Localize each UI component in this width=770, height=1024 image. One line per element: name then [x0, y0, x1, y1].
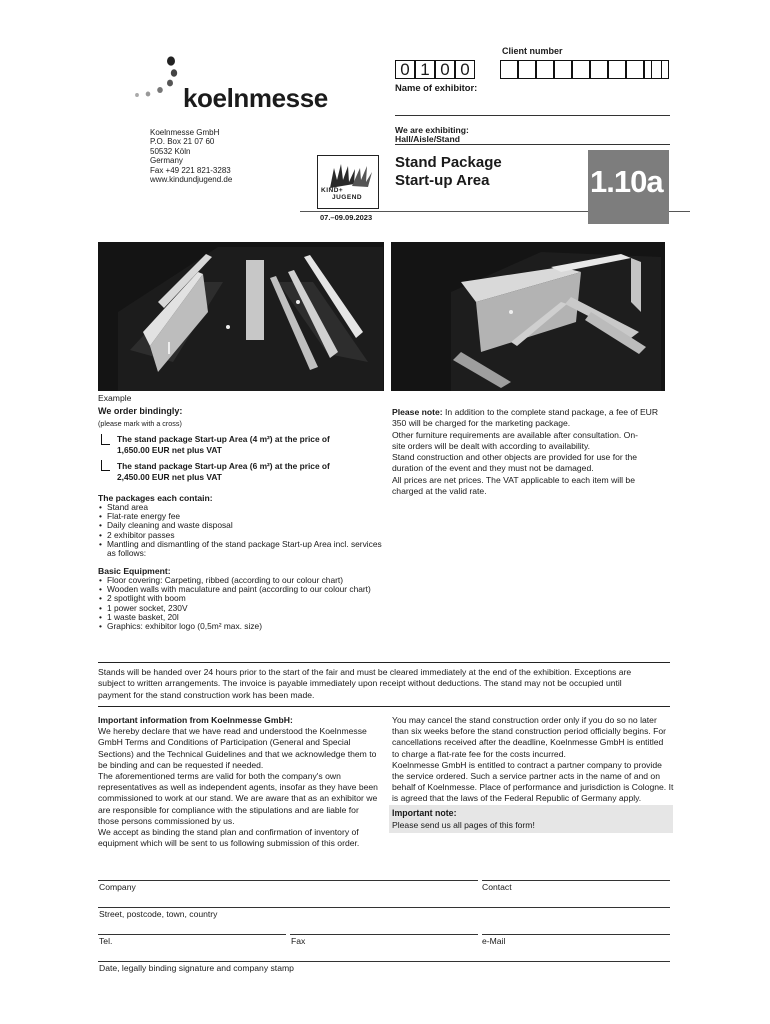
packages-list — [99, 503, 389, 558]
stand-photo-left — [98, 242, 384, 391]
order-heading: We order bindingly: — [98, 406, 183, 416]
company-city: 50532 Köln — [150, 146, 191, 156]
exhibitor-digit-box: 0 — [455, 60, 475, 79]
fair-logo-line1: KIND+ — [321, 187, 344, 194]
company-country: Germany — [150, 156, 183, 166]
note-line: All prices are net prices. The VAT applicable to each item will be — [392, 474, 635, 485]
note-line: Stand construction and other objects are provided for use for the — [392, 452, 638, 463]
fax-field-label: Fax — [291, 936, 306, 946]
email-field-label: e-Mail — [482, 936, 506, 946]
street-field-line[interactable] — [98, 907, 670, 908]
note-line: 350 will be charged for the marketing package. — [392, 418, 571, 429]
fair-logo-line2: JUGEND — [332, 194, 363, 201]
important-line: are responsible for compliance with the stipulations and are liable for — [98, 804, 359, 815]
company-po-box: P.O. Box 21 07 60 — [150, 137, 215, 147]
company-fax: Fax +49 221 821-3283 — [150, 165, 231, 175]
signature-field-label: Date, legally binding signature and company stamp — [99, 963, 294, 973]
client-number-box[interactable] — [572, 60, 590, 79]
list-item: • Daily cleaning and waste disposal — [99, 521, 389, 530]
cancel-line: the service ordered. Such a service partner acts in the name of and on — [392, 771, 660, 782]
option-4sqm-checkbox[interactable] — [101, 434, 110, 445]
email-field-line[interactable] — [482, 934, 670, 935]
handover-top-rule — [98, 662, 670, 663]
note-line: charged at the valid rate. — [392, 486, 487, 497]
list-item: • Wooden walls with maculature and paint (according to our colour chart) — [99, 585, 399, 594]
contact-field-line[interactable] — [482, 880, 670, 881]
cancel-line: is agreed that the laws of the Federal Republic of Germany apply. — [392, 793, 642, 804]
order-hint: (please mark with a cross) — [98, 419, 182, 428]
koelnmesse-logo — [130, 55, 330, 115]
cancel-line: to charge a flat-rate fee for the costs incurred. — [392, 748, 566, 759]
option-6sqm-line2: 2,450.00 EUR net plus VAT — [117, 472, 222, 482]
client-number-box[interactable] — [500, 60, 518, 79]
cancellation-block — [392, 715, 677, 805]
hall-aisle-stand-field[interactable] — [395, 144, 670, 145]
hall-aisle-stand-label: Hall/Aisle/Stand — [395, 134, 460, 144]
option-4sqm-line2: 1,650.00 EUR net plus VAT — [117, 445, 222, 455]
list-item: • 2 exhibitor passes — [99, 531, 389, 540]
logo-dots-icon — [130, 55, 190, 105]
list-item: • Mantling and dismantling of the stand package Start-up Area incl. services as follows: — [99, 540, 389, 558]
list-item: • Graphics: exhibitor logo (0,5m² max. size) — [99, 622, 399, 631]
please-note-text: In addition to the complete stand package, a fee of EUR — [442, 407, 659, 417]
handover-block — [98, 667, 673, 701]
note-line: site orders will be dealt with according to availability. — [392, 440, 591, 451]
list-item: • 2 spotlight with boom — [99, 594, 399, 603]
photo-caption: Example — [98, 393, 132, 403]
important-line: GmbH Terms and Conditions of Participation (General and Special — [98, 737, 351, 748]
cancel-line: Koelnmesse GmbH is entitled to contract a partner company to provide — [392, 759, 662, 770]
list-item: • Flat-rate energy fee — [99, 512, 389, 521]
list-item: • 1 power socket, 230V — [99, 604, 399, 613]
street-field-label: Street, postcode, town, country — [99, 909, 218, 919]
cancel-line: cancellations received after the deadline, Koelnmesse GmbH is entitled — [392, 737, 664, 748]
client-number-label: Client number — [502, 46, 563, 56]
equipment-heading: Basic Equipment: — [98, 566, 171, 576]
important-info-block — [98, 715, 388, 849]
kind-jugend-logo — [317, 155, 379, 209]
important-line: those persons commissioned by us. — [98, 815, 235, 826]
exhibitor-digit-box: 0 — [435, 60, 455, 79]
tel-field-label: Tel. — [99, 936, 113, 946]
client-number-box[interactable] — [554, 60, 572, 79]
company-field-line[interactable] — [98, 880, 478, 881]
important-line: equipment which will be sent to us following submission of this order. — [98, 838, 360, 849]
handover-line: Stands will be handed over 24 hours prior to the start of the fair and must be cleared immediately at the end of the exhibition. Exceptions are — [98, 667, 632, 677]
name-of-exhibitor-label: Name of exhibitor: — [395, 82, 478, 93]
doc-title-line1: Stand Package — [395, 154, 502, 171]
company-address — [150, 128, 232, 184]
list-item: • Floor covering: Carpeting, ribbed (according to our colour chart) — [99, 576, 399, 585]
important-line: We hereby declare that we have read and understood the Koelnmesse — [98, 726, 367, 737]
client-number-box[interactable] — [608, 60, 626, 79]
form-number-block — [588, 150, 669, 224]
note-line: Other furniture requirements are available after consultation. On- — [392, 429, 639, 440]
option-4sqm-line1: The stand package Start-up Area (4 m²) at the price of — [117, 434, 330, 444]
tel-field-line[interactable] — [98, 934, 286, 935]
list-item: • 1 waste basket, 20l — [99, 613, 399, 622]
exhibitor-digit-box: 1 — [415, 60, 435, 79]
important-line: We accept as binding the stand plan and confirmation of inventory of — [98, 827, 359, 838]
client-number-box[interactable] — [518, 60, 536, 79]
fax-field-line[interactable] — [290, 934, 478, 935]
contact-field-label: Contact — [482, 882, 512, 892]
list-item: • Stand area — [99, 503, 389, 512]
company-field-label: Company — [99, 882, 136, 892]
handover-bottom-rule — [98, 706, 670, 707]
company-name: Koelnmesse GmbH — [150, 128, 220, 137]
hands-icon — [324, 160, 374, 190]
form-number: 1.10a — [590, 164, 663, 199]
please-note-block — [392, 407, 682, 497]
important-note-label: Important note: — [392, 808, 457, 818]
client-number-box[interactable] — [626, 60, 644, 79]
handover-line: payment for the stand construction work has been made. — [98, 689, 315, 700]
important-line: representatives as well as independent agents, insofar as they have been — [98, 782, 378, 793]
important-note-text: Please send us all pages of this form! — [392, 820, 535, 830]
cancel-line: behalf of Koelnmesse. Place of performance and jurisdiction is Cologne. It — [392, 782, 674, 793]
company-web: www.kindundjugend.de — [150, 175, 233, 185]
cancel-line: You may cancel the stand construction order only if you do so no later — [392, 715, 657, 725]
important-line: be binding and can be requested if needed. — [98, 759, 264, 770]
important-line: The aforementioned terms are valid for both the company's own — [98, 771, 341, 782]
exhibitor-digit-box: 0 — [395, 60, 415, 79]
important-note-box — [389, 805, 673, 833]
we-are-exhibiting-label: We are exhibiting: — [395, 125, 469, 135]
client-number-box[interactable] — [651, 60, 669, 79]
exhibitor-name-field[interactable] — [395, 115, 670, 116]
handover-line: subject to written arrangements. The invoice is payable immediately upon receipt without deductions. The stand may not be occupied until — [98, 678, 622, 689]
fair-dates: 07.–09.09.2023 — [320, 213, 373, 222]
doc-title-line2: Start-up Area — [395, 172, 490, 189]
option-6sqm-checkbox[interactable] — [101, 460, 110, 471]
signature-field-line[interactable] — [98, 961, 670, 962]
note-line: duration of the event and they must not be damaged. — [392, 463, 594, 474]
client-number-box[interactable] — [590, 60, 608, 79]
please-note-label: Please note: — [392, 407, 443, 417]
option-6sqm-line1: The stand package Start-up Area (6 m²) at the price of — [117, 461, 330, 471]
packages-heading: The packages each contain: — [98, 493, 213, 503]
cancel-line: than six weeks before the stand construction period officially begins. For — [392, 726, 667, 737]
equipment-list — [99, 576, 399, 631]
important-line: Sections) and the Technical Guidelines and that we acknowledge them to — [98, 748, 377, 759]
important-line: commissioned to work at our stand. We are aware that as an exhibitor we — [98, 793, 378, 804]
client-number-box[interactable] — [536, 60, 554, 79]
important-info-heading: Important information from Koelnmesse GmbH: — [98, 715, 293, 725]
stand-photo-right — [391, 242, 665, 391]
logo-wordmark: koelnmesse — [183, 83, 328, 113]
